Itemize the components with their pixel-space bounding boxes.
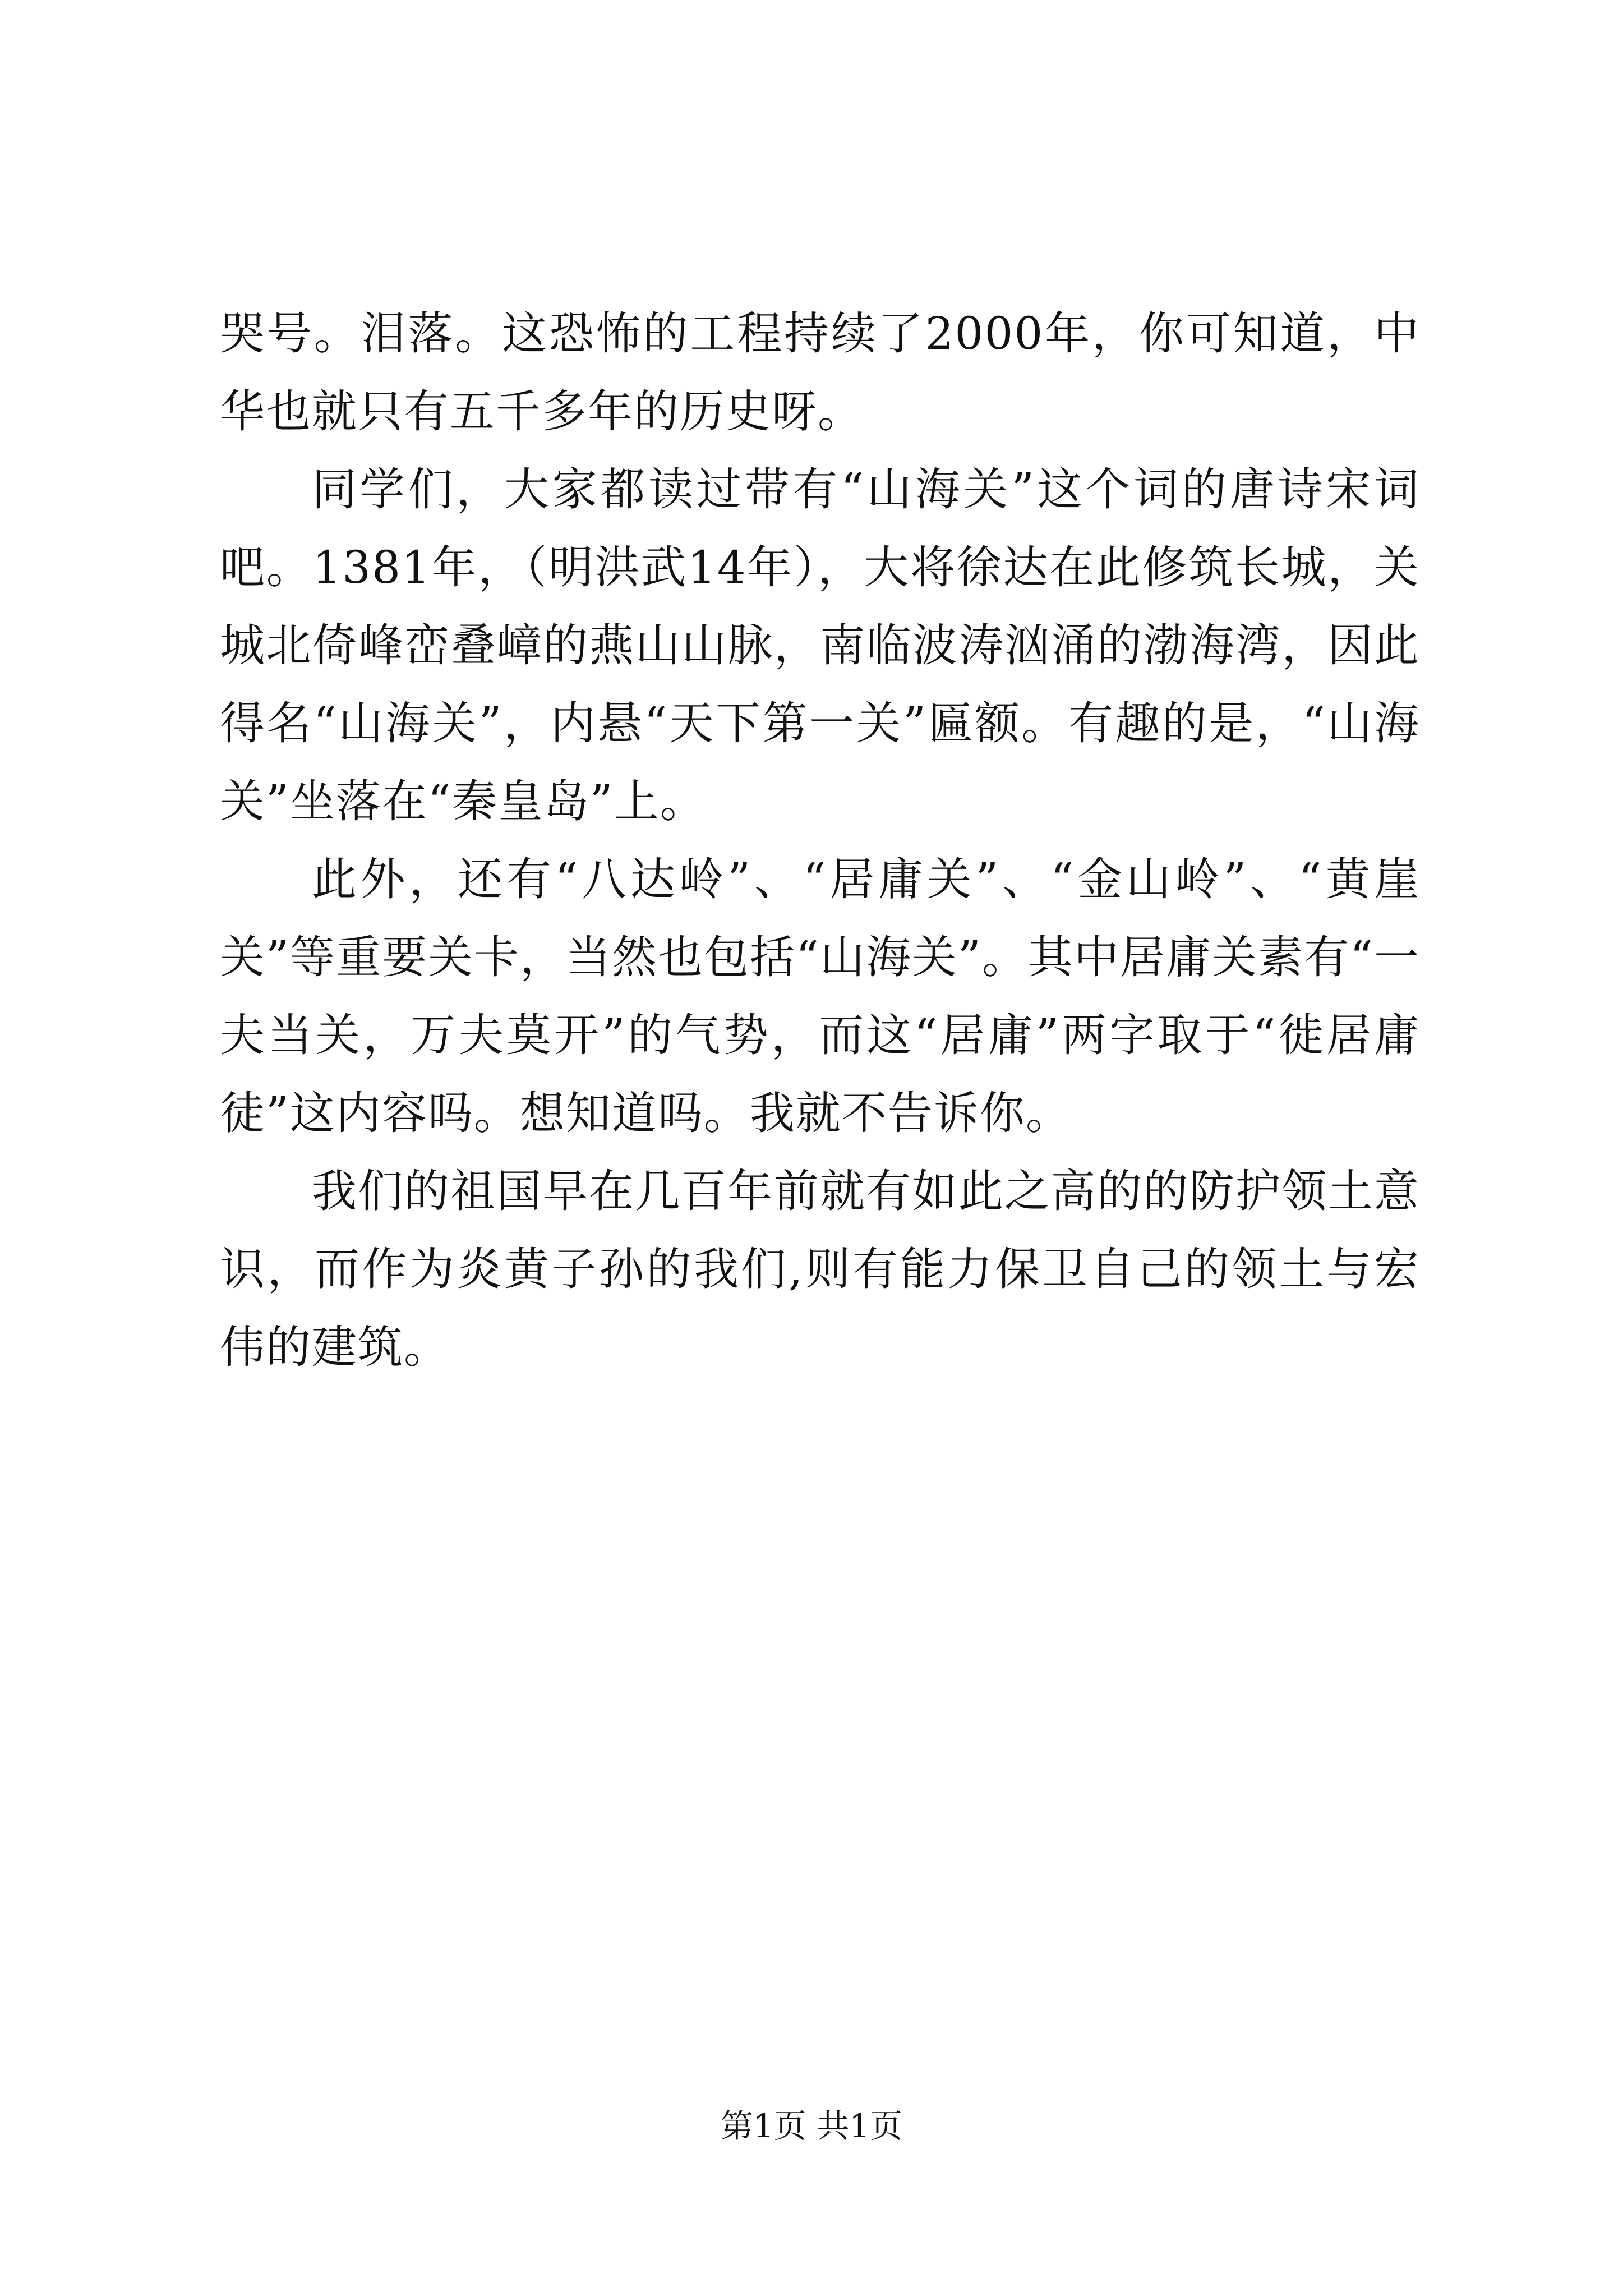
document-body [220,295,1420,1386]
paragraph-1: 哭号。泪落。这恐怖的工程持续了2000年，你可知道，中华也就只有五千多年的历史呀。 [220,307,1420,438]
paragraph-3: 此外，还有“八达岭”、“居庸关”、“金山岭”、“黄崖关”等重要关卡，当然也包括“山海关”。其中居庸关素有“一夫当关，万夫莫开”的气势，而这“居庸”两字取于“徙居庸徒”这内容吗。想知道吗。我就不告诉你。 [220,853,1420,1139]
paragraph-2: 同学们，大家都读过带有“山海关”这个词的唐诗宋词吧。1381年，（明洪武14年），大将徐达在此修筑长城，关城北倚峰峦叠嶂的燕山山脉，南临波涛汹涌的渤海湾，因此得名“山海关”，内悬“天下第一关”匾额。有趣的是，“山海关”坐落在“秦皇岛”上。 [220,463,1420,827]
page-number-footer: 第1页 共1页 [720,2107,903,2145]
paragraph-4: 我们的祖国早在几百年前就有如此之高的的防护领土意识，而作为炎黄子孙的我们,则有能力保卫自己的领土与宏伟的建筑。 [220,1165,1420,1373]
